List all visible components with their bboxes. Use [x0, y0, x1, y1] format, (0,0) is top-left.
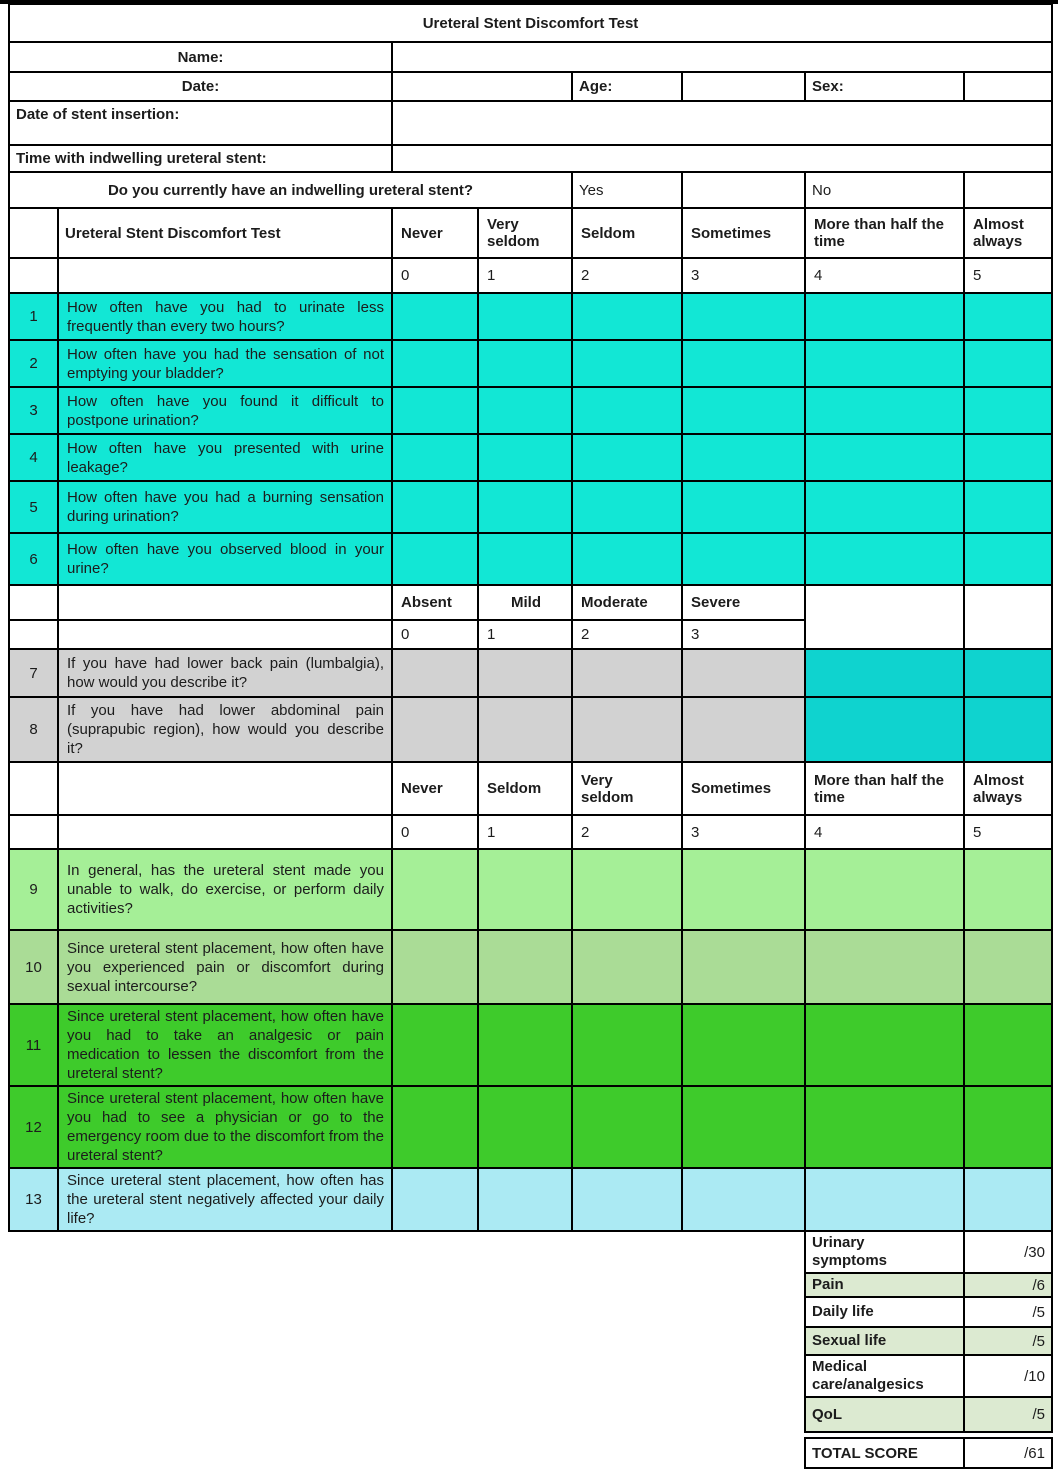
question-text: If you have had lower back pain (lumbalgia), how would you describe it? [58, 649, 392, 697]
title-row [9, 4, 1052, 42]
question-number: 7 [9, 649, 58, 697]
scale3-score-1: 1 [478, 815, 572, 849]
answer-cell[interactable] [478, 340, 572, 387]
total-score-row [805, 1438, 1052, 1468]
scale3-score-3: 3 [682, 815, 805, 849]
scale3-header-row [9, 762, 1052, 815]
scale1-header-row [9, 208, 1052, 258]
answer-cell[interactable] [572, 649, 682, 697]
scale1-label-very-seldom [478, 208, 572, 258]
answer-cell[interactable] [572, 434, 682, 481]
score-label-text: Daily life [812, 1303, 874, 1320]
question-row-2 [9, 340, 1052, 387]
answer-cell[interactable] [805, 849, 964, 930]
scale1-score-5: 5 [964, 258, 1052, 293]
question-row-3 [9, 387, 1052, 434]
score-label-pain [805, 1273, 964, 1297]
answer-cell[interactable] [478, 293, 572, 340]
answer-cell[interactable] [964, 533, 1052, 585]
question-row-1 [9, 293, 1052, 340]
answer-cell[interactable] [964, 1168, 1052, 1231]
questionnaire-table [8, 207, 1053, 1232]
question-text: How often have you presented with urine leakage? [58, 434, 392, 481]
answer-cell[interactable] [682, 649, 805, 697]
scale2-score-1: 1 [478, 620, 572, 649]
scale2-score-2: 2 [572, 620, 682, 649]
insertion-date-label: Date of stent insertion: [9, 101, 392, 145]
answer-cell[interactable] [805, 387, 964, 434]
indwelling-time-label: Time with indwelling ureteral stent: [9, 145, 392, 172]
question-text: In general, has the ureteral stent made you unable to walk, do exercise, or perform daily activities? [58, 849, 392, 930]
answer-cell[interactable] [478, 434, 572, 481]
date-age-sex-row [9, 72, 1052, 101]
answer-cell[interactable] [392, 930, 478, 1004]
answer-cell[interactable] [964, 434, 1052, 481]
question-text: Since ureteral stent placement, how often have you had to take an analgesic or pain medication to lessen the discomfort from the ureteral stent? [58, 1004, 392, 1086]
answer-cell[interactable] [682, 1004, 805, 1086]
answer-cell[interactable] [478, 849, 572, 930]
scale1-label-more-than-half [805, 208, 964, 258]
answer-cell[interactable] [572, 1168, 682, 1231]
score-row [805, 1397, 1052, 1432]
answer-cell[interactable] [478, 387, 572, 434]
question-number: 8 [9, 697, 58, 762]
score-label-text: Medical care/analgesics [812, 1358, 924, 1393]
answer-cell[interactable] [572, 387, 682, 434]
current-stent-row [9, 172, 1052, 208]
total-score-value-cell[interactable]: /61 [964, 1438, 1052, 1468]
scale1-score-0: 0 [392, 258, 478, 293]
answer-cell[interactable] [478, 1168, 572, 1231]
answer-cell[interactable] [392, 387, 478, 434]
answer-cell[interactable] [572, 533, 682, 585]
answer-cell[interactable] [682, 481, 805, 533]
score-value-cell[interactable]: /10 [964, 1355, 1052, 1397]
score-value-cell[interactable]: /30 [964, 1231, 1052, 1273]
yes-label: Yes [572, 172, 682, 208]
scale1-score-row [9, 258, 1052, 293]
question-text: If you have had lower abdominal pain (suprapubic region), how would you describe it? [58, 697, 392, 762]
answer-cell[interactable] [392, 849, 478, 930]
spacer-cell [58, 762, 392, 815]
scale3-label-almost-always: Almost always [964, 762, 1052, 815]
section1-header: Ureteral Stent Discomfort Test [58, 208, 392, 258]
question-row-9 [9, 849, 1052, 930]
answer-cell[interactable] [682, 1168, 805, 1231]
answer-cell[interactable] [805, 1086, 964, 1168]
scale2-label-moderate: Moderate [572, 585, 682, 620]
not-applicable-cell [805, 697, 964, 762]
question-text: How often have you observed blood in your urine? [58, 533, 392, 585]
scale1-label-never: Never [392, 208, 478, 258]
spacer-cell [9, 762, 58, 815]
score-value-cell[interactable]: /5 [964, 1397, 1052, 1432]
scale2-score-0: 0 [392, 620, 478, 649]
question-number: 10 [9, 930, 58, 1004]
sex-value-cell[interactable] [964, 72, 1052, 101]
scale3-label-seldom: Seldom [478, 762, 572, 815]
answer-cell[interactable] [572, 849, 682, 930]
answer-cell[interactable] [392, 293, 478, 340]
answer-cell[interactable] [392, 434, 478, 481]
question-row-6 [9, 533, 1052, 585]
answer-cell[interactable] [572, 293, 682, 340]
answer-cell[interactable] [682, 849, 805, 930]
spacer-cell [964, 585, 1052, 649]
answer-cell[interactable] [964, 340, 1052, 387]
question-text: Since ureteral stent placement, how often have you experienced pain or discomfort during sexual intercourse? [58, 930, 392, 1004]
question-number: 6 [9, 533, 58, 585]
question-text: Since ureteral stent placement, how often have you had to see a physician or go to the emergency room due to the discomfort from the ureteral stent? [58, 1086, 392, 1168]
answer-cell[interactable] [805, 434, 964, 481]
answer-cell[interactable] [682, 293, 805, 340]
answer-cell[interactable] [478, 533, 572, 585]
spacer-cell [58, 620, 392, 649]
scale2-label-severe: Severe [682, 585, 805, 620]
question-text: Since ureteral stent placement, how often has the ureteral stent negatively affected your daily life? [58, 1168, 392, 1231]
not-applicable-cell [964, 649, 1052, 697]
question-number: 11 [9, 1004, 58, 1086]
scale1-label-more-than-half-text: More than half the time [814, 216, 944, 250]
answer-cell[interactable] [478, 930, 572, 1004]
answer-cell[interactable] [572, 340, 682, 387]
scale2-score-3: 3 [682, 620, 805, 649]
scale2-header-row [9, 585, 1052, 620]
score-label-sexual-life [805, 1327, 964, 1355]
score-value-cell[interactable]: /5 [964, 1327, 1052, 1355]
score-label-text: QoL [812, 1405, 842, 1423]
answer-cell[interactable] [964, 481, 1052, 533]
answer-cell[interactable] [682, 533, 805, 585]
spacer-cell [9, 208, 58, 258]
answer-cell[interactable] [805, 293, 964, 340]
answer-cell[interactable] [805, 481, 964, 533]
scale1-score-1: 1 [478, 258, 572, 293]
answer-cell[interactable] [682, 930, 805, 1004]
spacer-cell [58, 815, 392, 849]
question-number: 13 [9, 1168, 58, 1231]
answer-cell[interactable] [682, 387, 805, 434]
scale2-label-mild: Mild [478, 585, 572, 620]
scale1-label-seldom: Seldom [572, 208, 682, 258]
question-row-11 [9, 1004, 1052, 1086]
scale3-score-2: 2 [572, 815, 682, 849]
no-label: No [805, 172, 964, 208]
answer-cell[interactable] [964, 849, 1052, 930]
answer-cell[interactable] [805, 1168, 964, 1231]
scale3-score-4: 4 [805, 815, 964, 849]
answer-cell[interactable] [682, 340, 805, 387]
score-label-urinary-symptoms [805, 1231, 964, 1273]
score-value-cell[interactable]: /5 [964, 1297, 1052, 1327]
answer-cell[interactable] [392, 1086, 478, 1168]
form-title: Ureteral Stent Discomfort Test [9, 4, 1052, 42]
question-text: How often have you had a burning sensation during urination? [58, 481, 392, 533]
question-number: 5 [9, 481, 58, 533]
spacer-cell [58, 585, 392, 620]
question-text: How often have you had the sensation of not emptying your bladder? [58, 340, 392, 387]
answer-cell[interactable] [478, 1086, 572, 1168]
answer-cell[interactable] [805, 1004, 964, 1086]
spacer-cell [58, 258, 392, 293]
spacer-cell [9, 620, 58, 649]
total-score-table [804, 1437, 1053, 1469]
answer-cell[interactable] [572, 481, 682, 533]
answer-cell[interactable] [478, 1004, 572, 1086]
score-row [805, 1297, 1052, 1327]
question-row-10 [9, 930, 1052, 1004]
question-row-5 [9, 481, 1052, 533]
score-label-daily-life [805, 1297, 964, 1327]
spacer-cell [9, 815, 58, 849]
scale3-score-0: 0 [392, 815, 478, 849]
question-number: 4 [9, 434, 58, 481]
answer-cell[interactable] [572, 930, 682, 1004]
total-score-label: TOTAL SCORE [805, 1438, 964, 1468]
indwelling-time-value-cell[interactable] [392, 145, 1052, 172]
not-applicable-cell [805, 649, 964, 697]
yes-answer-cell[interactable] [682, 172, 805, 208]
score-row [805, 1231, 1052, 1273]
age-label: Age: [572, 72, 682, 101]
answer-cell[interactable] [392, 1004, 478, 1086]
question-row-7 [9, 649, 1052, 697]
scale1-score-2: 2 [572, 258, 682, 293]
question-row-13 [9, 1168, 1052, 1231]
not-applicable-cell [964, 697, 1052, 762]
name-row [9, 42, 1052, 72]
answer-cell[interactable] [392, 697, 478, 762]
answer-cell[interactable] [392, 1168, 478, 1231]
answer-cell[interactable] [964, 293, 1052, 340]
score-label-text: Urinary symptoms [812, 1234, 888, 1269]
no-answer-cell[interactable] [964, 172, 1052, 208]
question-number: 2 [9, 340, 58, 387]
scale3-score-5: 5 [964, 815, 1052, 849]
spacer-cell [9, 585, 58, 620]
scale1-score-4: 4 [805, 258, 964, 293]
scale3-score-row [9, 815, 1052, 849]
insertion-date-value-cell[interactable] [392, 101, 1052, 145]
answer-cell[interactable] [964, 387, 1052, 434]
answer-cell[interactable] [392, 649, 478, 697]
answer-cell[interactable] [392, 481, 478, 533]
answer-cell[interactable] [964, 930, 1052, 1004]
answer-cell[interactable] [805, 930, 964, 1004]
score-label-text: Sexual life [812, 1332, 887, 1349]
score-value-cell[interactable]: /6 [964, 1273, 1052, 1297]
score-label-medical-care [805, 1355, 964, 1397]
answer-cell[interactable] [682, 1086, 805, 1168]
page-top-border [0, 0, 1058, 4]
time-row [9, 145, 1052, 172]
answer-cell[interactable] [392, 533, 478, 585]
answer-cell[interactable] [478, 481, 572, 533]
question-text: How often have you had to urinate less frequently than every two hours? [58, 293, 392, 340]
answer-cell[interactable] [682, 434, 805, 481]
question-number: 1 [9, 293, 58, 340]
question-row-4 [9, 434, 1052, 481]
scale2-label-absent: Absent [392, 585, 478, 620]
question-number: 9 [9, 849, 58, 930]
scale1-label-sometimes: Sometimes [682, 208, 805, 258]
scale3-label-sometimes: Sometimes [682, 762, 805, 815]
score-row [805, 1355, 1052, 1397]
answer-cell[interactable] [572, 1086, 682, 1168]
score-summary-table [804, 1230, 1053, 1433]
scale3-label-never: Never [392, 762, 478, 815]
scale3-label-very-seldom [572, 762, 682, 815]
name-value-cell[interactable] [392, 42, 1052, 72]
insertion-row [9, 101, 1052, 145]
date-label: Date: [9, 72, 392, 101]
scale1-score-3: 3 [682, 258, 805, 293]
scale1-label-almost-always: Almost always [964, 208, 1052, 258]
answer-cell[interactable] [572, 1004, 682, 1086]
score-row [805, 1273, 1052, 1297]
scale3-label-more-than-half [805, 762, 964, 815]
answer-cell[interactable] [682, 697, 805, 762]
scale3-label-more-than-half-text: More than half the time [814, 771, 944, 806]
age-value-cell[interactable] [682, 72, 805, 101]
name-label: Name: [9, 42, 392, 72]
score-row [805, 1327, 1052, 1355]
answer-cell[interactable] [572, 697, 682, 762]
answer-cell[interactable] [805, 340, 964, 387]
current-stent-question: Do you currently have an indwelling ureteral stent? [9, 172, 572, 208]
answer-cell[interactable] [805, 533, 964, 585]
answer-cell[interactable] [392, 340, 478, 387]
date-value-cell[interactable] [392, 72, 572, 101]
scale1-label-very-seldom-text: Very seldom [487, 216, 540, 250]
patient-info-table [8, 3, 1053, 209]
answer-cell[interactable] [478, 649, 572, 697]
score-label-qol [805, 1397, 964, 1432]
question-text: How often have you found it difficult to postpone urination? [58, 387, 392, 434]
answer-cell[interactable] [478, 697, 572, 762]
question-row-8 [9, 697, 1052, 762]
spacer-cell [9, 258, 58, 293]
scale3-label-very-seldom-text: Very seldom [581, 771, 634, 806]
question-row-12 [9, 1086, 1052, 1168]
answer-cell[interactable] [964, 1004, 1052, 1086]
score-label-text: Pain [812, 1276, 844, 1293]
question-number: 3 [9, 387, 58, 434]
spacer-cell [805, 585, 964, 649]
sex-label: Sex: [805, 72, 964, 101]
question-number: 12 [9, 1086, 58, 1168]
answer-cell[interactable] [964, 1086, 1052, 1168]
